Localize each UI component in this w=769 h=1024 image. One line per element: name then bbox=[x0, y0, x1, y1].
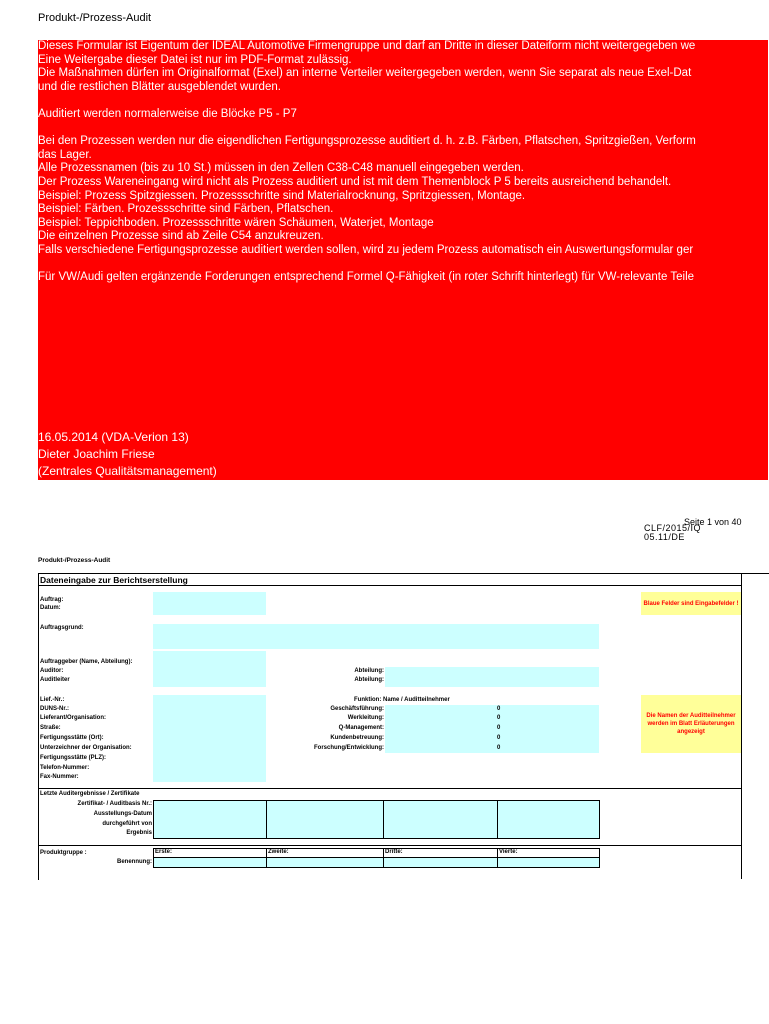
section-heading: Dateneingabe zur Berichtserstellung bbox=[40, 575, 188, 585]
label-produktgruppe: Produktgruppe : bbox=[40, 850, 87, 856]
notice-line: Beispiel: Teppichboden. Prozessschritte wären Schäumen, Waterjet, Montage bbox=[38, 216, 434, 229]
label-letzte-audit: Letzte Auditergebnisse / Zertifikate bbox=[40, 791, 140, 797]
notice-line: Auditiert werden normalerweise die Blöcke P5 - P7 bbox=[38, 107, 297, 120]
version-text: 16.05.2014 (VDA-Verion 13) bbox=[38, 430, 189, 444]
audit-col-divider-3 bbox=[497, 800, 498, 839]
label-funktion: Funktion: Name / Auditteilnehmer bbox=[354, 697, 450, 703]
label-geschaeftsfuehrung: Geschäftsführung: bbox=[330, 706, 384, 712]
label-benennung: Benennung: bbox=[117, 859, 152, 865]
label-auftrag: Auftrag: bbox=[40, 597, 64, 603]
label-duns: DUNS-Nr.: bbox=[40, 706, 70, 712]
label-fax: Fax-Nummer: bbox=[40, 774, 79, 780]
department-text: (Zentrales Qualitätsmanagement) bbox=[38, 464, 217, 478]
label-erste: Erste: bbox=[155, 849, 173, 855]
notice-line: Alle Prozessnamen (bis zu 10 St.) müssen in den Zellen C38-C48 manuell eingegeben werden. bbox=[38, 162, 524, 175]
audit-col-divider-2 bbox=[383, 800, 384, 839]
value-q-management: 0 bbox=[497, 725, 501, 731]
notice-line: Die Maßnahmen dürfen im Originalformat (Exel) an interne Verteiler weitergegeben werden, wenn Sie separat als neue Exel-Dat bbox=[38, 67, 692, 80]
audit-col-divider-1 bbox=[266, 800, 267, 839]
product-divider bbox=[38, 845, 742, 846]
label-kundenbetreuung: Kundenbetreuung: bbox=[330, 735, 384, 741]
auftragsgrund-input[interactable] bbox=[153, 624, 599, 649]
label-q-management: Q-Management: bbox=[338, 725, 384, 731]
auftrag-datum-input[interactable] bbox=[153, 592, 266, 615]
label-zertifikat-nr: Zertifikat- / Auditbasis Nr.: bbox=[77, 801, 152, 807]
label-auditor: Auditor: bbox=[40, 668, 64, 674]
participants-input[interactable] bbox=[385, 705, 599, 753]
value-geschaeftsfuehrung: 0 bbox=[497, 706, 501, 712]
notice-box bbox=[38, 40, 768, 480]
label-forschung: Forschung/Entwicklung: bbox=[314, 745, 384, 751]
label-durchgefuehrt-von: durchgeführt von bbox=[102, 821, 152, 827]
notice-line: Für VW/Audi gelten ergänzende Forderungen entsprechend Formel Q-Fähigkeit (in roter Schrift hinterlegt) für VW-relevante Teile bbox=[38, 271, 695, 284]
notice-line: das Lager. bbox=[38, 148, 92, 161]
product-grid-row-divider bbox=[153, 857, 600, 858]
label-werkleitung: Werkleitung: bbox=[347, 715, 384, 721]
notice-line bbox=[38, 258, 768, 272]
document-title: Produkt-/Prozess-Audit bbox=[38, 12, 152, 24]
label-lief-nr: Lief.-Nr.: bbox=[40, 697, 65, 703]
label-auftraggeber: Auftraggeber (Name, Abteilung): bbox=[40, 659, 133, 665]
product-col-divider-2 bbox=[383, 848, 384, 868]
product-grid bbox=[153, 848, 600, 868]
form-title: Produkt-/Prozess-Audit bbox=[38, 557, 111, 564]
notice-line: Beispiel: Prozess Spitzgiessen. Prozessschritte sind Materialrocknung, Spritzgiessen, Montage. bbox=[38, 189, 526, 202]
page-number: Seite 1 von 40 bbox=[684, 517, 742, 527]
label-unterzeichner: Unterzeichner der Organisation: bbox=[40, 745, 132, 751]
notice-line: Eine Weitergabe dieser Datei ist nur im PDF-Format zulässig. bbox=[38, 53, 352, 66]
label-datum: Datum: bbox=[40, 605, 61, 611]
label-fertigungsstaette-ort: Fertigungsstätte (Ort): bbox=[40, 735, 104, 741]
audit-divider bbox=[38, 788, 742, 789]
label-abteilung-2: Abteilung: bbox=[354, 677, 384, 683]
notice-text bbox=[38, 40, 768, 285]
product-col-divider-1 bbox=[266, 848, 267, 868]
label-ergebnis: Ergebnis bbox=[126, 830, 152, 836]
value-kundenbetreuung: 0 bbox=[497, 735, 501, 741]
label-ausstellungs-datum: Ausstellungs-Datum bbox=[93, 811, 152, 817]
notice-line: Der Prozess Wareneingang wird nicht als Prozess auditiert und ist mit dem Themenblock P 5 bereits ausreichend behandelt. bbox=[38, 175, 672, 188]
audit-results-grid bbox=[153, 800, 600, 839]
notice-footer bbox=[38, 429, 217, 480]
label-abteilung-1: Abteilung: bbox=[354, 668, 384, 674]
form-right-border bbox=[741, 573, 742, 879]
notice-line: Beispiel: Färben. Prozessschritte sind Färben, Pflatschen. bbox=[38, 203, 334, 216]
author-text: Dieter Joachim Friese bbox=[38, 447, 155, 461]
label-fertigungsstaette-plz: Fertigungsstätte (PLZ): bbox=[40, 755, 106, 761]
note-participant-names: Die Namen der Auditteilnehmer werden im Blatt Erläuterungen angezeigt bbox=[641, 695, 741, 753]
value-forschung: 0 bbox=[497, 745, 501, 751]
section-divider bbox=[38, 585, 742, 586]
label-strasse: Straße: bbox=[40, 725, 61, 731]
label-auditleiter: Auditleiter bbox=[40, 677, 70, 683]
page-footer-cut bbox=[644, 523, 744, 542]
notice-line bbox=[38, 94, 768, 108]
label-zweite: Zweite: bbox=[268, 849, 289, 855]
notice-line: und die restlichen Blätter ausgeblendet wurden. bbox=[38, 80, 281, 93]
label-telefon: Telefon-Nummer: bbox=[40, 765, 90, 771]
page-footer-cut-text: CLF/2015/IQ 05.11/DE bbox=[644, 523, 702, 542]
label-dritte: Dritte: bbox=[385, 849, 403, 855]
label-vierte: Vierte: bbox=[499, 849, 518, 855]
auftraggeber-input[interactable] bbox=[153, 651, 266, 687]
notice-line: Falls verschiedene Fertigungsprozesse auditiert werden sollen, wird zu jedem Prozess automatisch ein Auswertungsformular ger bbox=[38, 243, 694, 256]
label-lieferant: Lieferant/Organisation: bbox=[40, 715, 107, 721]
abteilung-input[interactable] bbox=[385, 667, 599, 687]
notice-line bbox=[38, 122, 768, 136]
notice-line: Die einzelnen Prozesse sind ab Zeile C54 anzukreuzen. bbox=[38, 230, 324, 243]
note-blue-fields: Blaue Felder sind Eingabefelder ! bbox=[641, 592, 741, 615]
label-auftragsgrund: Auftragsgrund: bbox=[40, 625, 84, 631]
supplier-input[interactable] bbox=[153, 695, 266, 782]
notice-line: Bei den Prozessen werden nur die eigendlichen Fertigungsprozesse auditiert d. h. z.B. Färben, Pflatschen, Spritzgießen, Verform bbox=[38, 135, 696, 148]
product-col-divider-3 bbox=[497, 848, 498, 868]
notice-line: Dieses Formular ist Eigentum der IDEAL Automotive Firmengruppe und darf an Dritte in dieser Dateiform nicht weitergegeben we bbox=[38, 40, 696, 52]
value-werkleitung: 0 bbox=[497, 715, 501, 721]
